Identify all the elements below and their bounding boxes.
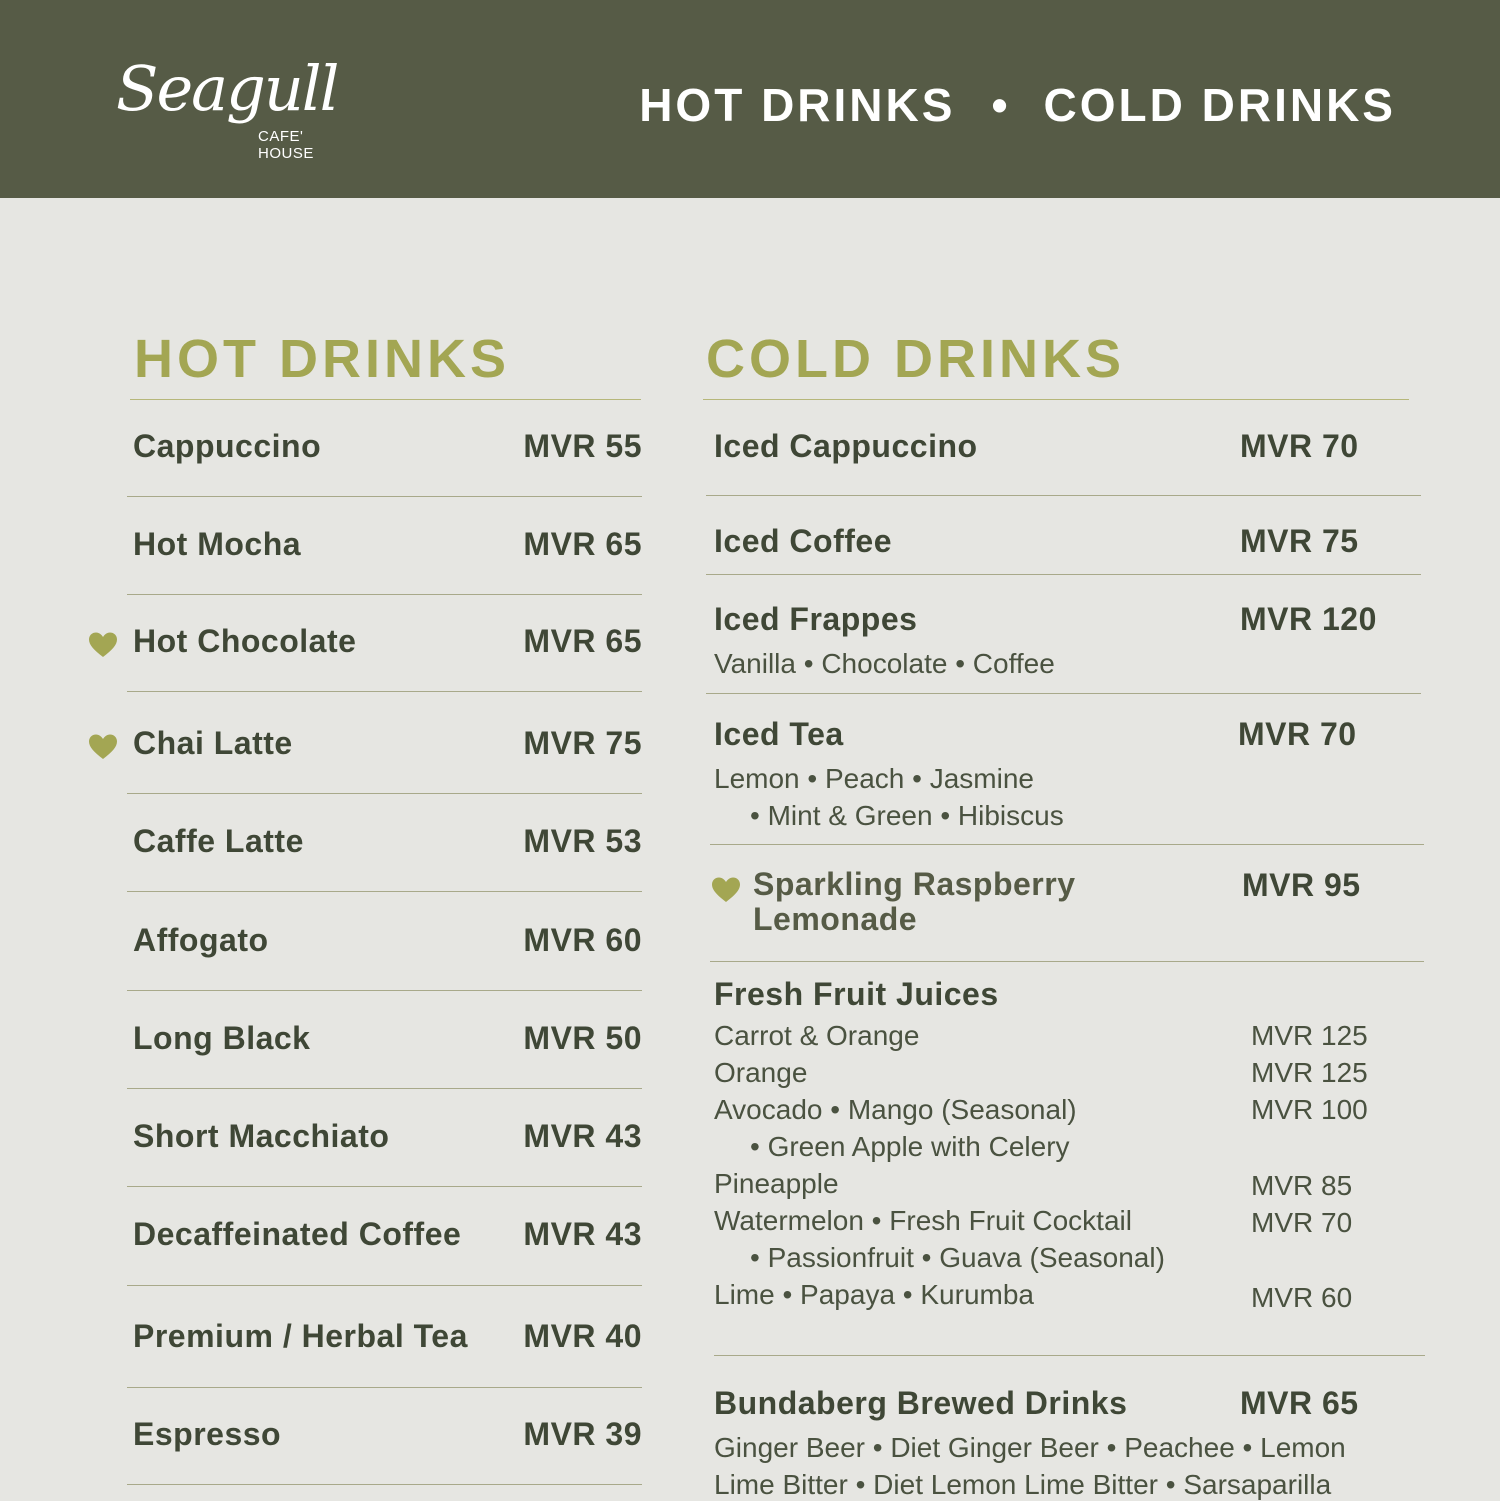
juice-name: Avocado • Mango (Seasonal) [714, 1094, 1077, 1125]
menu-item-price: MVR 55 [523, 428, 642, 464]
juice-price: MVR 60 [1251, 1282, 1353, 1313]
menu-item-name: Chai Latte [133, 725, 293, 761]
menu-item-price: MVR 43 [523, 1216, 642, 1252]
menu-item-price: MVR 120 [1240, 601, 1377, 637]
juices-heading: Fresh Fruit Juices [714, 976, 999, 1012]
menu-item-price: MVR 53 [523, 823, 642, 859]
divider [127, 1387, 642, 1388]
divider [710, 961, 1424, 962]
menu-item-name: Premium / Herbal Tea [133, 1318, 468, 1354]
menu-item-name: Hot Chocolate [133, 623, 357, 659]
menu-item-options: Ginger Beer • Diet Ginger Beer • Peachee • Lemon [714, 1432, 1346, 1463]
menu-item-price: MVR 70 [1240, 428, 1359, 464]
menu-item-options: Vanilla • Chocolate • Coffee [714, 648, 1055, 679]
divider [714, 1355, 1425, 1356]
nav-hot-drinks[interactable]: HOT DRINKS [639, 79, 956, 131]
hot-drinks-title: HOT DRINKS [134, 329, 510, 389]
menu-item-price: MVR 40 [523, 1318, 642, 1354]
divider [706, 495, 1421, 496]
menu-item-name-line: Lemonade [753, 901, 918, 937]
menu-item-options: Lemon • Peach • Jasmine [714, 763, 1034, 794]
menu-item-price: MVR 65 [1240, 1385, 1359, 1421]
juice-name: • Passionfruit • Guava (Seasonal) [750, 1242, 1165, 1273]
menu-item-name: Espresso [133, 1416, 282, 1452]
juice-price: MVR 125 [1251, 1057, 1368, 1088]
juice-price: MVR 125 [1251, 1020, 1368, 1051]
menu-item-options: • Mint & Green • Hibiscus [750, 800, 1064, 831]
juice-name: Watermelon • Fresh Fruit Cocktail [714, 1205, 1132, 1236]
divider [127, 496, 642, 497]
divider [127, 891, 642, 892]
divider [710, 844, 1424, 845]
menu-item-name: Bundaberg Brewed Drinks [714, 1385, 1128, 1421]
divider [127, 1186, 642, 1187]
divider [127, 793, 642, 794]
menu-item-price: MVR 65 [523, 623, 642, 659]
menu-item-price: MVR 65 [523, 526, 642, 562]
top-nav [639, 78, 1396, 132]
hot-title-divider [130, 399, 641, 400]
logo-script: Seagull [116, 52, 338, 125]
menu-item-price: MVR 95 [1242, 867, 1361, 903]
heart-icon [88, 733, 118, 761]
heart-icon [711, 876, 741, 904]
nav-cold-drinks[interactable]: COLD DRINKS [1043, 79, 1396, 131]
menu-item-price: MVR 50 [523, 1020, 642, 1056]
menu-item-name: Iced Coffee [714, 523, 892, 559]
header-bar [0, 0, 1500, 198]
divider [706, 574, 1421, 575]
menu-item-name: Hot Mocha [133, 526, 302, 562]
menu-item-name: Iced Cappuccino [714, 428, 978, 464]
nav-separator: • [991, 79, 1008, 131]
menu-item-price: MVR 75 [1240, 523, 1359, 559]
divider [127, 1484, 642, 1485]
menu-item-price: MVR 43 [523, 1118, 642, 1154]
menu-item-name: Affogato [133, 922, 269, 958]
juice-name: Pineapple [714, 1168, 839, 1199]
cold-title-divider [703, 399, 1409, 400]
divider [127, 1088, 642, 1089]
cold-drinks-title: COLD DRINKS [706, 329, 1125, 389]
divider [127, 594, 642, 595]
juice-price: MVR 70 [1251, 1207, 1353, 1238]
menu-item-name: Iced Tea [714, 716, 844, 752]
menu-item-name: Cappuccino [133, 428, 322, 464]
menu-item-name [753, 867, 1076, 937]
divider [706, 693, 1421, 694]
menu-item-options: Lime Bitter • Diet Lemon Lime Bitter • Sarsaparilla [714, 1469, 1332, 1500]
logo-subtitle: CAFE' HOUSE [258, 128, 314, 162]
menu-item-price: MVR 60 [523, 922, 642, 958]
juice-price: MVR 100 [1251, 1094, 1368, 1125]
menu-item-name-line: Sparkling Raspberry [753, 866, 1076, 902]
menu-item-name: Decaffeinated Coffee [133, 1216, 462, 1252]
heart-icon [88, 631, 118, 659]
juice-name: Orange [714, 1057, 808, 1088]
juice-name: Carrot & Orange [714, 1020, 920, 1051]
juice-name: Lime • Papaya • Kurumba [714, 1279, 1034, 1310]
juice-name: • Green Apple with Celery [750, 1131, 1070, 1162]
divider [127, 691, 642, 692]
menu-item-name: Iced Frappes [714, 601, 918, 637]
menu-item-name: Long Black [133, 1020, 311, 1056]
menu-item-price: MVR 39 [523, 1416, 642, 1452]
menu-item-name: Caffe Latte [133, 823, 304, 859]
menu-item-price: MVR 70 [1238, 716, 1357, 752]
divider [127, 990, 642, 991]
divider [127, 1285, 642, 1286]
menu-item-name: Short Macchiato [133, 1118, 390, 1154]
juice-price: MVR 85 [1251, 1170, 1353, 1201]
menu-item-price: MVR 75 [523, 725, 642, 761]
seagull-logo[interactable] [112, 52, 352, 162]
